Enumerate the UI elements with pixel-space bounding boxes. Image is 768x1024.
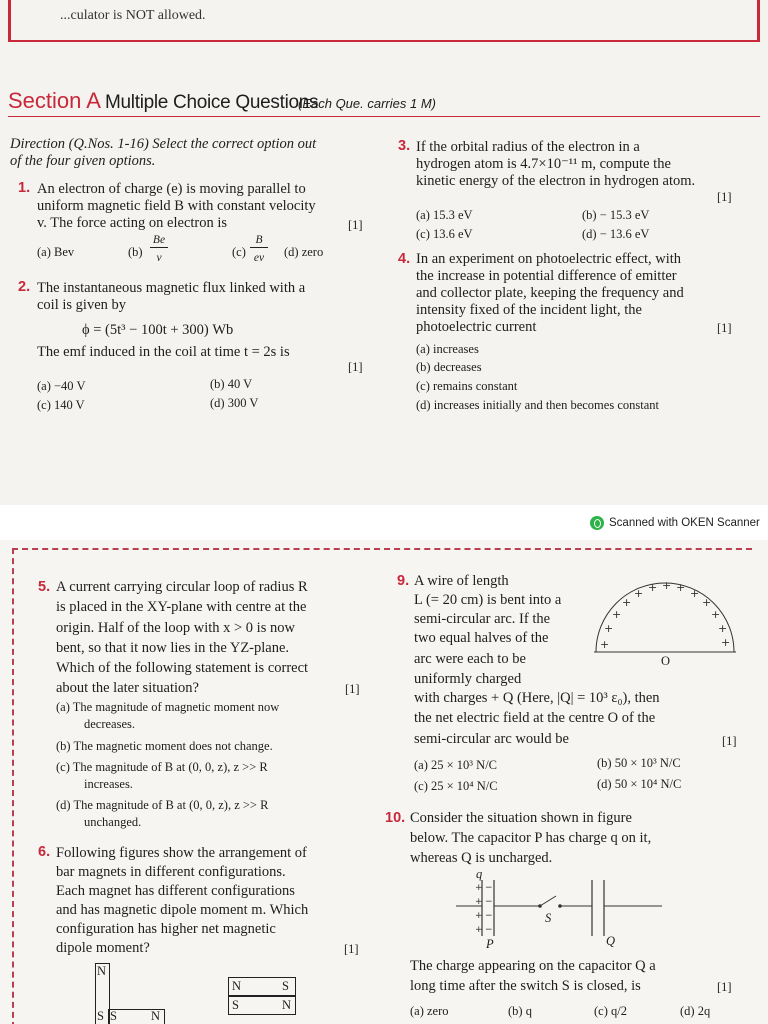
section-underline (8, 116, 760, 117)
q9-line-5: arc were each to be (414, 651, 526, 667)
page-2-top-border (12, 548, 752, 550)
q1-line-2: uniform magnetic field B with constant velocity (37, 198, 316, 214)
q1-option-b-numerator: Be (150, 234, 168, 248)
q1-option-d: (d) zero (284, 245, 324, 259)
capacitor-q-label: Q (606, 934, 616, 948)
q10-option-a: (a) zero (410, 1004, 449, 1018)
plus-charges (600, 580, 730, 651)
q9-option-b: (b) 50 × 10³ N/C (597, 756, 681, 770)
q9-line-1: A wire of length (414, 573, 509, 589)
charge-sign: + (648, 581, 658, 594)
q9-number: 9. (397, 573, 410, 589)
charge-sign: + (612, 608, 622, 621)
q5-line-3: origin. Half of the loop with x > 0 is now (56, 620, 295, 636)
charge-sign: + (676, 581, 686, 594)
scanner-badge-text: Scanned with OKEN Scanner (609, 517, 760, 529)
q4-option-b: (b) decreases (416, 360, 482, 374)
frame-right-line (757, 0, 760, 42)
q4-line-3: and collector plate, keeping the frequency and (416, 285, 684, 301)
q2-line-2: coil is given by (37, 297, 127, 313)
section-note: (Each Que. carries 1 M) (298, 96, 436, 111)
q1-option-a: (a) Bev (37, 245, 75, 259)
q2-option-c: (c) 140 V (37, 398, 85, 412)
q3-option-a: (a) 15.3 eV (416, 208, 473, 222)
magnet-label: N (151, 1009, 161, 1023)
q1-number: 1. (18, 180, 31, 196)
charge-sign: + (604, 622, 614, 635)
q9-line-8: the net electric field at the centre O of the (414, 710, 656, 726)
q10-line-2: below. The capacitor P has charge q on it, (410, 830, 652, 846)
charge-sign: + (475, 883, 483, 893)
q10-line-5: long time after the switch S is closed, is (410, 978, 641, 994)
section-label: Section A (8, 88, 101, 113)
charge-sign: + (475, 897, 483, 907)
q4-option-c: (c) remains constant (416, 379, 518, 393)
q2-formula: ϕ = (5t³ − 100t + 300) Wb (82, 322, 234, 338)
charge-sign: + (702, 596, 712, 609)
q4-line-1: In an experiment on photoelectric effect, with (416, 251, 682, 267)
magnet-label: N (232, 979, 242, 993)
q1-option-c-denominator: ev (253, 252, 265, 264)
switch-lever (540, 896, 556, 906)
charge-sign: − (485, 911, 493, 921)
q3-option-d: (d) − 13.6 eV (582, 227, 650, 241)
q5-option-d-line-1: (d) The magnitude of B at (0, 0, z), z >> R (56, 798, 269, 812)
charge-sign: − (485, 883, 493, 893)
q3-line-3: kinetic energy of the electron in hydrogen atom. (416, 173, 696, 189)
charge-sign: + (718, 622, 728, 635)
capacitor-p-label: P (486, 937, 494, 951)
q1-line-1: An electron of charge (e) is moving parallel to (37, 181, 306, 197)
page-2 (0, 540, 768, 1024)
q5-marks: [1] (345, 682, 360, 696)
charge-sign: + (622, 596, 632, 609)
charge-q-label: q (476, 867, 483, 881)
q6-line-3: Each magnet has different configurations (56, 883, 295, 899)
q10-line-4: The charge appearing on the capacitor Q a (410, 958, 656, 974)
q2-line-3: The emf induced in the coil at time t = 2s is (37, 344, 290, 360)
q6-line-5: configuration has higher net magnetic (56, 921, 276, 937)
q10-option-c: (c) q/2 (594, 1004, 627, 1018)
q9-line-2: L (= 20 cm) is bent into a (414, 592, 562, 608)
q5-option-a-line-1: (a) The magnitude of magnetic moment now (56, 700, 280, 714)
section-title: Multiple Choice Questions (105, 92, 319, 113)
charge-sign: − (485, 925, 493, 935)
capacitor-circuit-figure (452, 868, 667, 953)
magnet-figure-l (95, 963, 165, 1024)
q1-marks: [1] (348, 218, 363, 232)
q6-line-2: bar magnets in different configurations. (56, 864, 286, 880)
q3-option-b: (b) − 15.3 eV (582, 208, 650, 222)
q6-line-6: dipole moment? (56, 940, 150, 956)
q3-marks: [1] (717, 190, 732, 204)
q4-number: 4. (398, 251, 411, 267)
charge-sign: − (485, 897, 493, 907)
q10-line-3: whereas Q is uncharged. (410, 850, 553, 866)
capacitor-p-charges (475, 883, 493, 935)
q3-line-2: hydrogen atom is 4.7×10⁻¹¹ m, compute the (416, 156, 671, 172)
q2-option-b: (b) 40 V (210, 377, 253, 391)
q3-number: 3. (398, 138, 411, 154)
q5-option-c-line-2: increases. (84, 777, 133, 791)
header-fragment: ...culator is NOT allowed. (60, 8, 206, 23)
q1-option-c-numerator: B (250, 234, 268, 248)
charge-sign: + (721, 636, 731, 649)
q5-option-d-line-2: unchanged. (84, 815, 142, 829)
charge-sign: + (634, 587, 644, 600)
q4-line-2: the increase in potential difference of emitter (416, 268, 677, 284)
direction-line-2: of the four given options. (10, 153, 156, 169)
q9-marks: [1] (722, 734, 737, 748)
magnet-label: S (282, 979, 289, 993)
q1-option-b-denominator: v (156, 252, 162, 264)
q5-option-b: (b) The magnetic moment does not change. (56, 739, 273, 753)
q9-line-6: uniformly charged (414, 671, 522, 687)
q9-option-a: (a) 25 × 10³ N/C (414, 758, 498, 772)
magnet-label: S (97, 1009, 104, 1023)
q1-option-b-prefix: (b) (128, 245, 143, 259)
charge-sign: + (690, 587, 700, 600)
q5-line-6: about the later situation? (56, 680, 199, 696)
charge-sign: + (662, 580, 672, 592)
frame-left-line (8, 0, 11, 42)
q9-line-7: with charges + Q (Here, |Q| = 10³ ε₀), then (414, 690, 660, 706)
charge-sign: + (600, 638, 610, 651)
q4-marks: [1] (717, 321, 732, 335)
q5-line-2: is placed in the XY-plane with centre at the (56, 599, 307, 615)
magnet-figure-parallel (228, 977, 298, 1017)
q10-option-d: (d) 2q (680, 1004, 711, 1018)
q2-line-1: The instantaneous magnetic flux linked with a (37, 280, 306, 296)
scanner-badge (590, 516, 760, 530)
page-1 (0, 0, 768, 505)
q2-marks: [1] (348, 360, 363, 374)
q10-line-1: Consider the situation shown in figure (410, 810, 632, 826)
q1-line-3: v. The force acting on electron is (37, 215, 228, 231)
q10-option-b: (b) q (508, 1004, 532, 1018)
q1-option-c-prefix: (c) (232, 245, 246, 259)
charge-sign: + (475, 911, 483, 921)
q5-line-4: bent, so that it now lies in the YZ-plane. (56, 640, 290, 656)
q5-option-c-line-1: (c) The magnitude of B at (0, 0, z), z >> R (56, 760, 268, 774)
q6-marks: [1] (344, 942, 359, 956)
q4-option-d: (d) increases initially and then becomes constant (416, 398, 659, 412)
scanner-logo-icon (590, 516, 604, 530)
page-2-left-border (12, 548, 14, 1024)
q2-number: 2. (18, 279, 31, 295)
charge-sign: + (475, 925, 483, 935)
q9-option-d: (d) 50 × 10⁴ N/C (597, 777, 682, 791)
q3-option-c: (c) 13.6 eV (416, 227, 473, 241)
q3-line-1: If the orbital radius of the electron in a (416, 139, 640, 155)
magnet-label: S (110, 1009, 117, 1023)
q4-line-4: intensity fixed of the incident light, the (416, 302, 642, 318)
q10-marks: [1] (717, 980, 732, 994)
frame-bottom-line (8, 40, 760, 42)
q2-option-a: (a) −40 V (37, 379, 86, 393)
q6-line-1: Following figures show the arrangement of (56, 845, 307, 861)
q4-line-5: photoelectric current (416, 319, 537, 335)
q4-option-a: (a) increases (416, 342, 479, 356)
q6-number: 6. (38, 844, 51, 860)
q9-option-c: (c) 25 × 10⁴ N/C (414, 779, 498, 793)
arc-center-label: O (661, 654, 671, 668)
charge-sign: + (711, 608, 721, 621)
q10-number: 10. (385, 810, 406, 826)
magnet-label: N (282, 998, 292, 1012)
q9-line-9: semi-circular arc would be (414, 731, 569, 747)
q9-line-3: semi-circular arc. If the (414, 611, 551, 627)
q5-line-1: A current carrying circular loop of radius R (56, 579, 308, 595)
q9-line-4: two equal halves of the (414, 630, 549, 646)
switch-s-label: S (545, 911, 552, 925)
magnet-label: N (97, 964, 107, 978)
direction-line-1: Direction (Q.Nos. 1-16) Select the correct option out (10, 136, 317, 152)
magnet-label: S (232, 998, 239, 1012)
q5-option-a-line-2: decreases. (84, 717, 136, 731)
q5-number: 5. (38, 579, 51, 595)
q6-line-4: and has magnetic dipole moment m. Which (56, 902, 309, 918)
q5-line-5: Which of the following statement is correct (56, 660, 309, 676)
q2-option-d: (d) 300 V (210, 396, 259, 410)
